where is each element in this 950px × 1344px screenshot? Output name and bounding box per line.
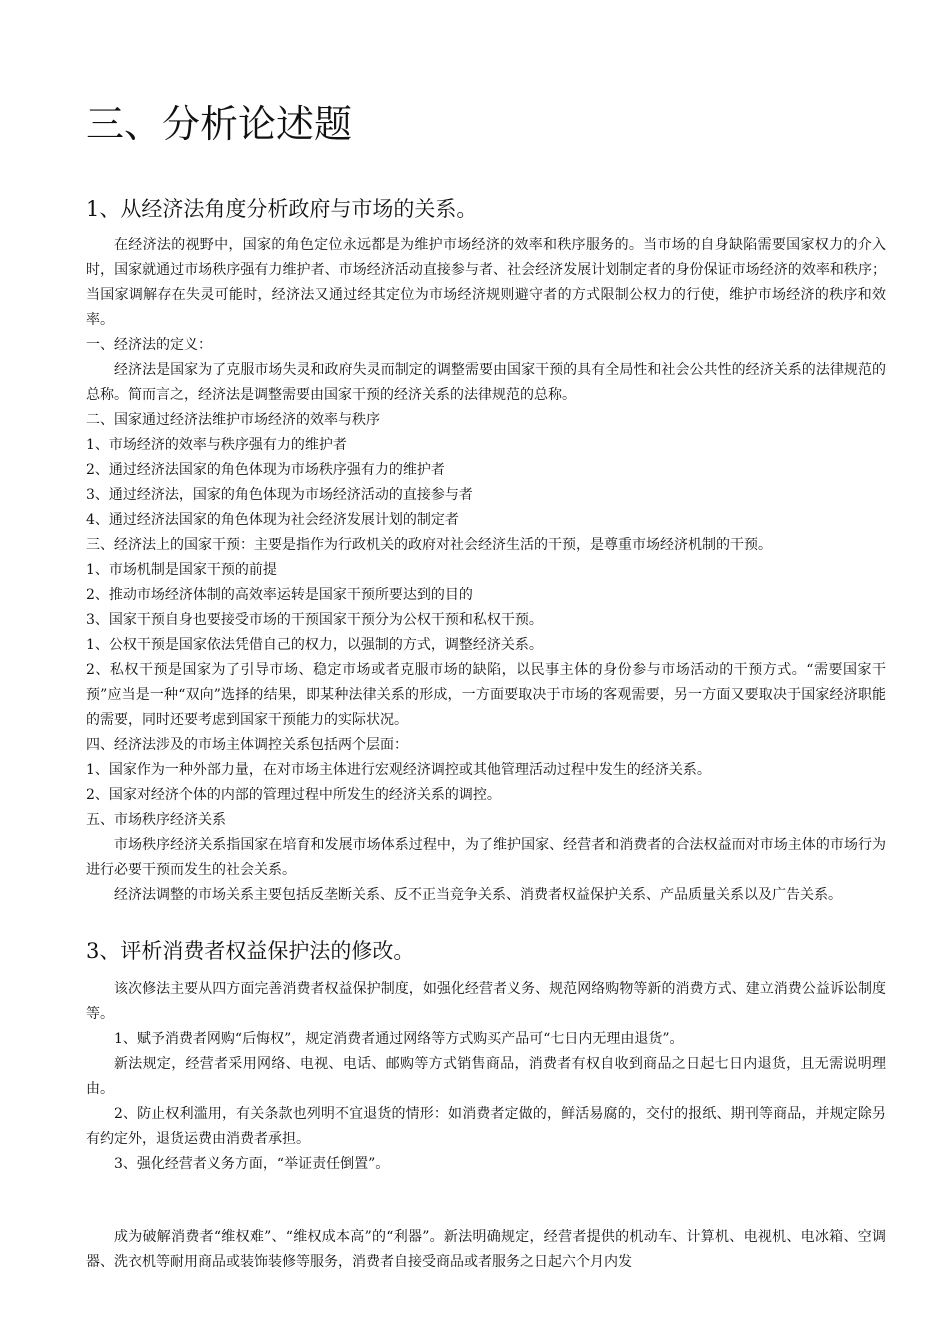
paragraph: 在经济法的视野中，国家的角色定位永远都是为维护市场经济的效率和秩序服务的。当市场的自身缺陷需要国家权力的介入时，国家就通过市场秩序强有力维护者、市场经济活动直接参与者、社会经济发展计划制定者的身份保证市场经济的效率和秩序；当国家调解存在失灵可能时，经济法又通过经其定位为市场经济规则避守者的方式限制公权力的行使，维护市场经济的秩序和效率。 xyxy=(86,237,886,328)
list-item: 2、私权干预是国家为了引导市场、稳定市场或者克服市场的缺陷，以民事主体的身份参与市场活动的干预方式。“需要国家干预”应当是一种“双向”选择的结果，即某种法律关系的形成，一方面要取决于市场的客观需要，另一方面又要取决于国家经济职能的需要，同时还要考虑到国家干预能力的实际状况。 xyxy=(86,662,886,728)
list-item: 1、市场机制是国家干预的前提 xyxy=(86,562,277,578)
list-item: 1、公权干预是国家依法凭借自己的权力，以强制的方式，调整经济关系。 xyxy=(86,637,543,653)
paragraph: 2、防止权利滥用，有关条款也列明不宜退货的情形：如消费者定做的，鲜活易腐的，交付的报纸、期刊等商品，并规定除另有约定外，退货运费由消费者承担。 xyxy=(86,1106,886,1147)
subheading: 二、国家通过经济法维护市场经济的效率与秩序 xyxy=(86,412,380,428)
section-3-heading: 3、评析消费者权益保护法的修改。 xyxy=(86,939,415,963)
section-3-continuation xyxy=(86,1225,886,1275)
section-3-body xyxy=(86,977,886,1177)
paragraph: 经济法调整的市场关系主要包括反垄断关系、反不正当竞争关系、消费者权益保护关系、产品质量关系以及广告关系。 xyxy=(114,887,842,903)
subheading: 一、经济法的定义： xyxy=(86,337,212,353)
paragraph: 市场秩序经济关系指国家在培育和发展市场体系过程中，为了维护国家、经营者和消费者的合法权益而对市场主体的市场行为进行必要干预而发生的社会关系。 xyxy=(86,837,886,878)
list-item: 2、推动市场经济体制的高效率运转是国家干预所要达到的目的 xyxy=(86,587,473,603)
paragraph: 3、强化经营者义务方面，“举证责任倒置”。 xyxy=(114,1156,390,1172)
subheading: 三、经济法上的国家干预：主要是指作为行政机关的政府对社会经济生活的干预，是尊重市场经济机制的干预。 xyxy=(86,537,772,553)
paragraph: 1、赋予消费者网购“后悔权”，规定消费者通过网络等方式购买产品可“七日内无理由退货”。 xyxy=(114,1031,684,1047)
list-item: 4、通过经济法国家的角色体现为社会经济发展计划的制定者 xyxy=(86,512,459,528)
page-title: 三、分析论述题 xyxy=(86,102,353,146)
subheading: 四、经济法涉及的市场主体调控关系包括两个层面： xyxy=(86,737,408,753)
list-item: 3、通过经济法，国家的角色体现为市场经济活动的直接参与者 xyxy=(86,487,473,503)
list-item: 2、国家对经济个体的内部的管理过程中所发生的经济关系的调控。 xyxy=(86,787,501,803)
paragraph: 该次修法主要从四方面完善消费者权益保护制度，如强化经营者义务、规范网络购物等新的消费方式、建立消费公益诉讼制度等。 xyxy=(86,981,886,1022)
paragraph: 新法规定，经营者采用网络、电视、电话、邮购等方式销售商品，消费者有权自收到商品之日起七日内退货，且无需说明理由。 xyxy=(86,1056,886,1097)
list-item: 1、市场经济的效率与秩序强有力的维护者 xyxy=(86,437,347,453)
subheading: 五、市场秩序经济关系 xyxy=(86,812,226,828)
list-item: 3、国家干预自身也要接受市场的干预国家干预分为公权干预和私权干预。 xyxy=(86,612,543,628)
paragraph: 成为破解消费者“维权难”、“维权成本高”的“利器”。新法明确规定，经营者提供的机动车、计算机、电视机、电冰箱、空调器、洗衣机等耐用商品或装饰装修等服务，消费者自接受商品或者服务之日起六个月内发 xyxy=(86,1229,886,1270)
list-item: 1、国家作为一种外部力量，在对市场主体进行宏观经济调控或其他管理活动过程中发生的经济关系。 xyxy=(86,762,711,778)
section-1-body xyxy=(86,233,886,908)
list-item: 2、通过经济法国家的角色体现为市场秩序强有力的维护者 xyxy=(86,462,445,478)
paragraph: 经济法是国家为了克服市场失灵和政府失灵而制定的调整需要由国家干预的具有全局性和社会公共性的经济关系的法律规范的总称。简而言之，经济法是调整需要由国家干预的经济关系的法律规范的总称。 xyxy=(86,362,886,403)
section-1-heading: 1、从经济法角度分析政府与市场的关系。 xyxy=(86,197,478,221)
